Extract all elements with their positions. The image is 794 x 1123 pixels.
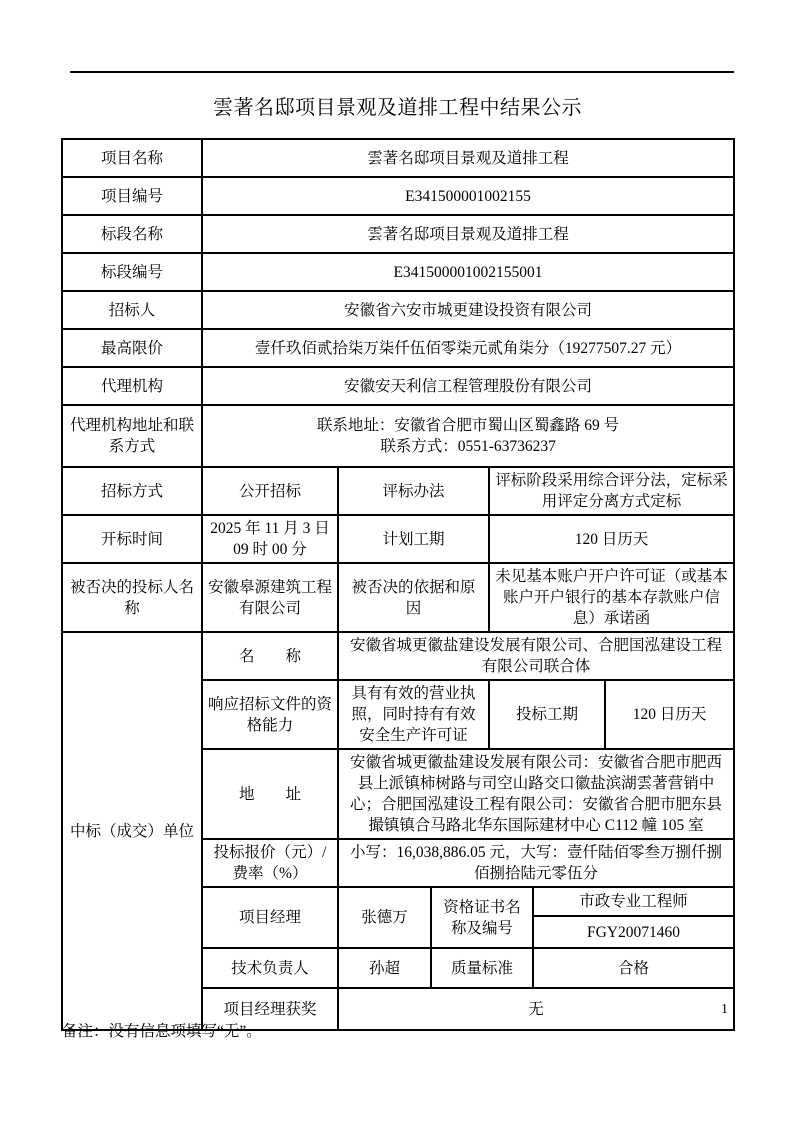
winner-section-label: 中标（成交）单位 [62,632,202,1030]
tenderee-label: 招标人 [62,291,202,329]
winner-qualification-value: 具有有效的营业执照，同时持有有效安全生产许可证 [338,680,489,749]
tenderee-value: 安徽省六安市城更建设投资有限公司 [202,291,734,329]
max-price-label: 最高限价 [62,329,202,367]
manager-award-label: 项目经理获奖 [202,988,338,1030]
agency-contact-phone: 联系方式：0551-63736237 [380,438,556,455]
page-number: 1 [721,1002,728,1017]
table-row [62,515,734,563]
agency-contact-value [202,405,734,467]
planned-duration-label: 计划工期 [338,515,489,563]
bid-method-value: 公开招标 [202,467,338,515]
section-code-value: E341500001002155001 [202,253,734,291]
quality-standard-label: 质量标准 [431,948,533,988]
project-name-label: 项目名称 [62,139,202,177]
bid-duration-label: 投标工期 [489,680,605,749]
table-row [62,367,734,405]
header-rule [70,71,734,73]
winner-name-value: 安徽省城更徽盐建设发展有限公司、合肥国泓建设工程有限公司联合体 [338,632,734,680]
agency-value: 安徽安天利信工程管理股份有限公司 [202,367,734,405]
quality-standard-value: 合格 [533,948,734,988]
open-time-label: 开标时间 [62,515,202,563]
evaluation-method-label: 评标办法 [338,467,489,515]
bid-price-value: 小写：16,038,886.05 元，大写：壹仟陆佰零叁万捌仟捌佰捌拾陆元零伍分 [338,839,734,887]
bid-price-label: 投标报价（元）/费率（%） [202,839,338,887]
open-time-value: 2025 年 11 月 3 日 09 时 00 分 [202,515,338,563]
table-row [62,177,734,215]
table-row [62,405,734,467]
project-code-label: 项目编号 [62,177,202,215]
table-row [62,467,734,515]
planned-duration-value: 120 日历天 [489,515,734,563]
project-manager-value: 张德万 [338,887,431,948]
agency-label: 代理机构 [62,367,202,405]
winner-name-label: 名 称 [202,632,338,680]
cert-number-value: FGY20071460 [533,916,734,948]
bid-duration-value: 120 日历天 [605,680,734,749]
winner-address-value: 安徽省城更徽盐建设发展有限公司：安徽省合肥市肥西县上派镇柿树路与司空山路交口徽盐滨湖雲著营销中心；合肥国泓建设工程有限公司：安徽省合肥市肥东县撮镇镇合马路北华东国际建材中心 C112 幢 105 室 [338,749,734,839]
project-name-value: 雲著名邸项目景观及道排工程 [202,139,734,177]
winner-qualification-label: 响应招标文件的资格能力 [202,680,338,749]
winner-address-label: 地 址 [202,749,338,839]
table-row [62,253,734,291]
rejected-bidder-value: 安徽皋源建筑工程有限公司 [202,563,338,632]
agency-contact-address: 联系地址：安徽省合肥市蜀山区蜀鑫路 69 号 [316,417,620,434]
rejected-reason-label: 被否决的依据和原因 [338,563,489,632]
project-code-value: E341500001002155 [202,177,734,215]
cert-name-value: 市政专业工程师 [533,887,734,916]
section-code-label: 标段编号 [62,253,202,291]
tech-lead-value: 孙超 [338,948,431,988]
manager-award-value: 无 [338,988,734,1030]
table-row [62,632,734,680]
section-name-label: 标段名称 [62,215,202,253]
footer-note: 备注：没有信息项填写“无”。 [62,1023,262,1040]
max-price-value: 壹仟玖佰贰拾柒万柒仟伍佰零柒元贰角柒分（19277507.27 元） [202,329,734,367]
cert-label: 资格证书名称及编号 [431,887,533,948]
table-row [62,139,734,177]
agency-contact-label: 代理机构地址和联系方式 [62,405,202,467]
document-content [61,95,734,1031]
document-title: 雲著名邸项目景观及道排工程中结果公示 [213,97,582,119]
table-row [62,563,734,632]
table-row [62,215,734,253]
rejected-bidder-label: 被否决的投标人名称 [62,563,202,632]
table-row [62,291,734,329]
section-name-value: 雲著名邸项目景观及道排工程 [202,215,734,253]
tech-lead-label: 技术负责人 [202,948,338,988]
project-manager-label: 项目经理 [202,887,338,948]
bid-method-label: 招标方式 [62,467,202,515]
notice-table [61,138,735,1031]
table-row [62,329,734,367]
rejected-reason-value: 未见基本账户开户许可证（或基本账户开户银行的基本存款账户信息）承诺函 [489,563,734,632]
evaluation-method-value: 评标阶段采用综合评分法，定标采用评定分离方式定标 [489,467,734,515]
